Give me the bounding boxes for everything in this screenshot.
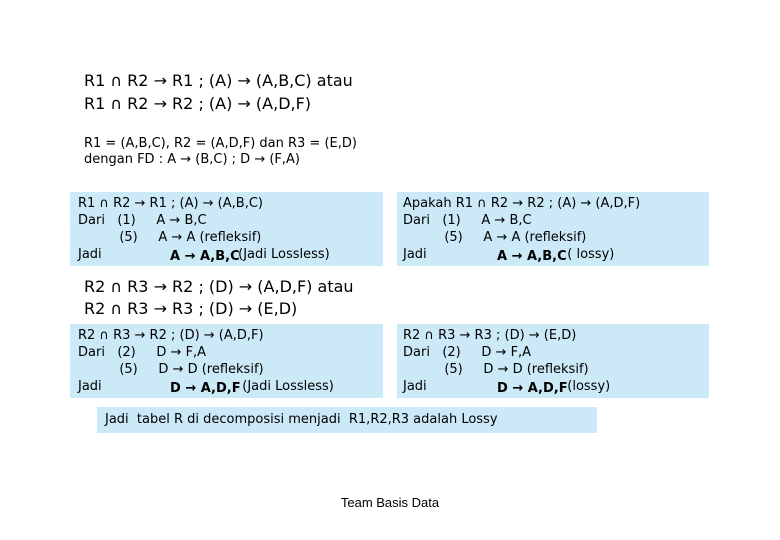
- box-r1-r2-to-r2: [397, 192, 709, 266]
- heading1-line1: R1 ∩ R2 → R1 ; (A) → (A,B,C) atau: [84, 71, 353, 90]
- box1-line2: Dari (1) A → B,C: [78, 213, 207, 228]
- box1-line1: R1 ∩ R2 → R1 ; (A) → (A,B,C): [78, 196, 263, 211]
- box3-line3: (5) D → D (refleksif): [78, 362, 264, 377]
- heading1-line2: R1 ∩ R2 → R2 ; (A) → (A,D,F): [84, 94, 312, 113]
- heading2-line2: R2 ∩ R3 → R3 ; (D) → (E,D): [84, 299, 298, 318]
- box4-line3: (5) D → D (refleksif): [403, 362, 589, 377]
- box4-jadi-label: Jadi: [403, 379, 427, 394]
- conclusion-text: Jadi tabel R di decomposisi menjadi R1,R2,R3 adalah Lossy: [105, 412, 498, 427]
- box1-result: A → A,B,C: [170, 249, 240, 264]
- box2-line3: (5) A → A (refleksif): [403, 230, 587, 245]
- box1-line3: (5) A → A (refleksif): [78, 230, 262, 245]
- box1-result-note: (Jadi Lossless): [234, 247, 330, 262]
- box3-jadi-label: Jadi: [78, 379, 102, 394]
- box2-result-note: ( lossy): [559, 247, 615, 262]
- box3-line1: R2 ∩ R3 → R2 ; (D) → (A,D,F): [78, 328, 264, 343]
- box3-line2: Dari (2) D → F,A: [78, 345, 207, 360]
- box1-jadi-label: Jadi: [78, 247, 102, 262]
- box3-result: D → A,D,F: [170, 381, 241, 396]
- relations-line2: dengan FD : A → (B,C) ; D → (F,A): [84, 152, 300, 167]
- box2-line1: Apakah R1 ∩ R2 → R2 ; (A) → (A,D,F): [403, 196, 641, 211]
- box-r1-r2-to-r1: [70, 192, 383, 266]
- footer-text: Team Basis Data: [340, 495, 440, 510]
- box3-result-note: (Jadi Lossless): [234, 379, 334, 394]
- box2-jadi-label: Jadi: [403, 247, 427, 262]
- box-r2-r3-to-r2: [70, 324, 383, 398]
- box4-result: D → A,D,F: [497, 381, 568, 396]
- box4-line1: R2 ∩ R3 → R3 ; (D) → (E,D): [403, 328, 577, 343]
- box2-line2: Dari (1) A → B,C: [403, 213, 532, 228]
- box4-result-note: (lossy): [559, 379, 611, 394]
- relations-line1: R1 = (A,B,C), R2 = (A,D,F) dan R3 = (E,D): [84, 136, 357, 151]
- heading2-line1: R2 ∩ R3 → R2 ; (D) → (A,D,F) atau: [84, 277, 354, 296]
- box-r2-r3-to-r3: [397, 324, 709, 398]
- box2-result: A → A,B,C: [497, 249, 567, 264]
- conclusion-box: [97, 407, 597, 433]
- box4-line2: Dari (2) D → F,A: [403, 345, 532, 360]
